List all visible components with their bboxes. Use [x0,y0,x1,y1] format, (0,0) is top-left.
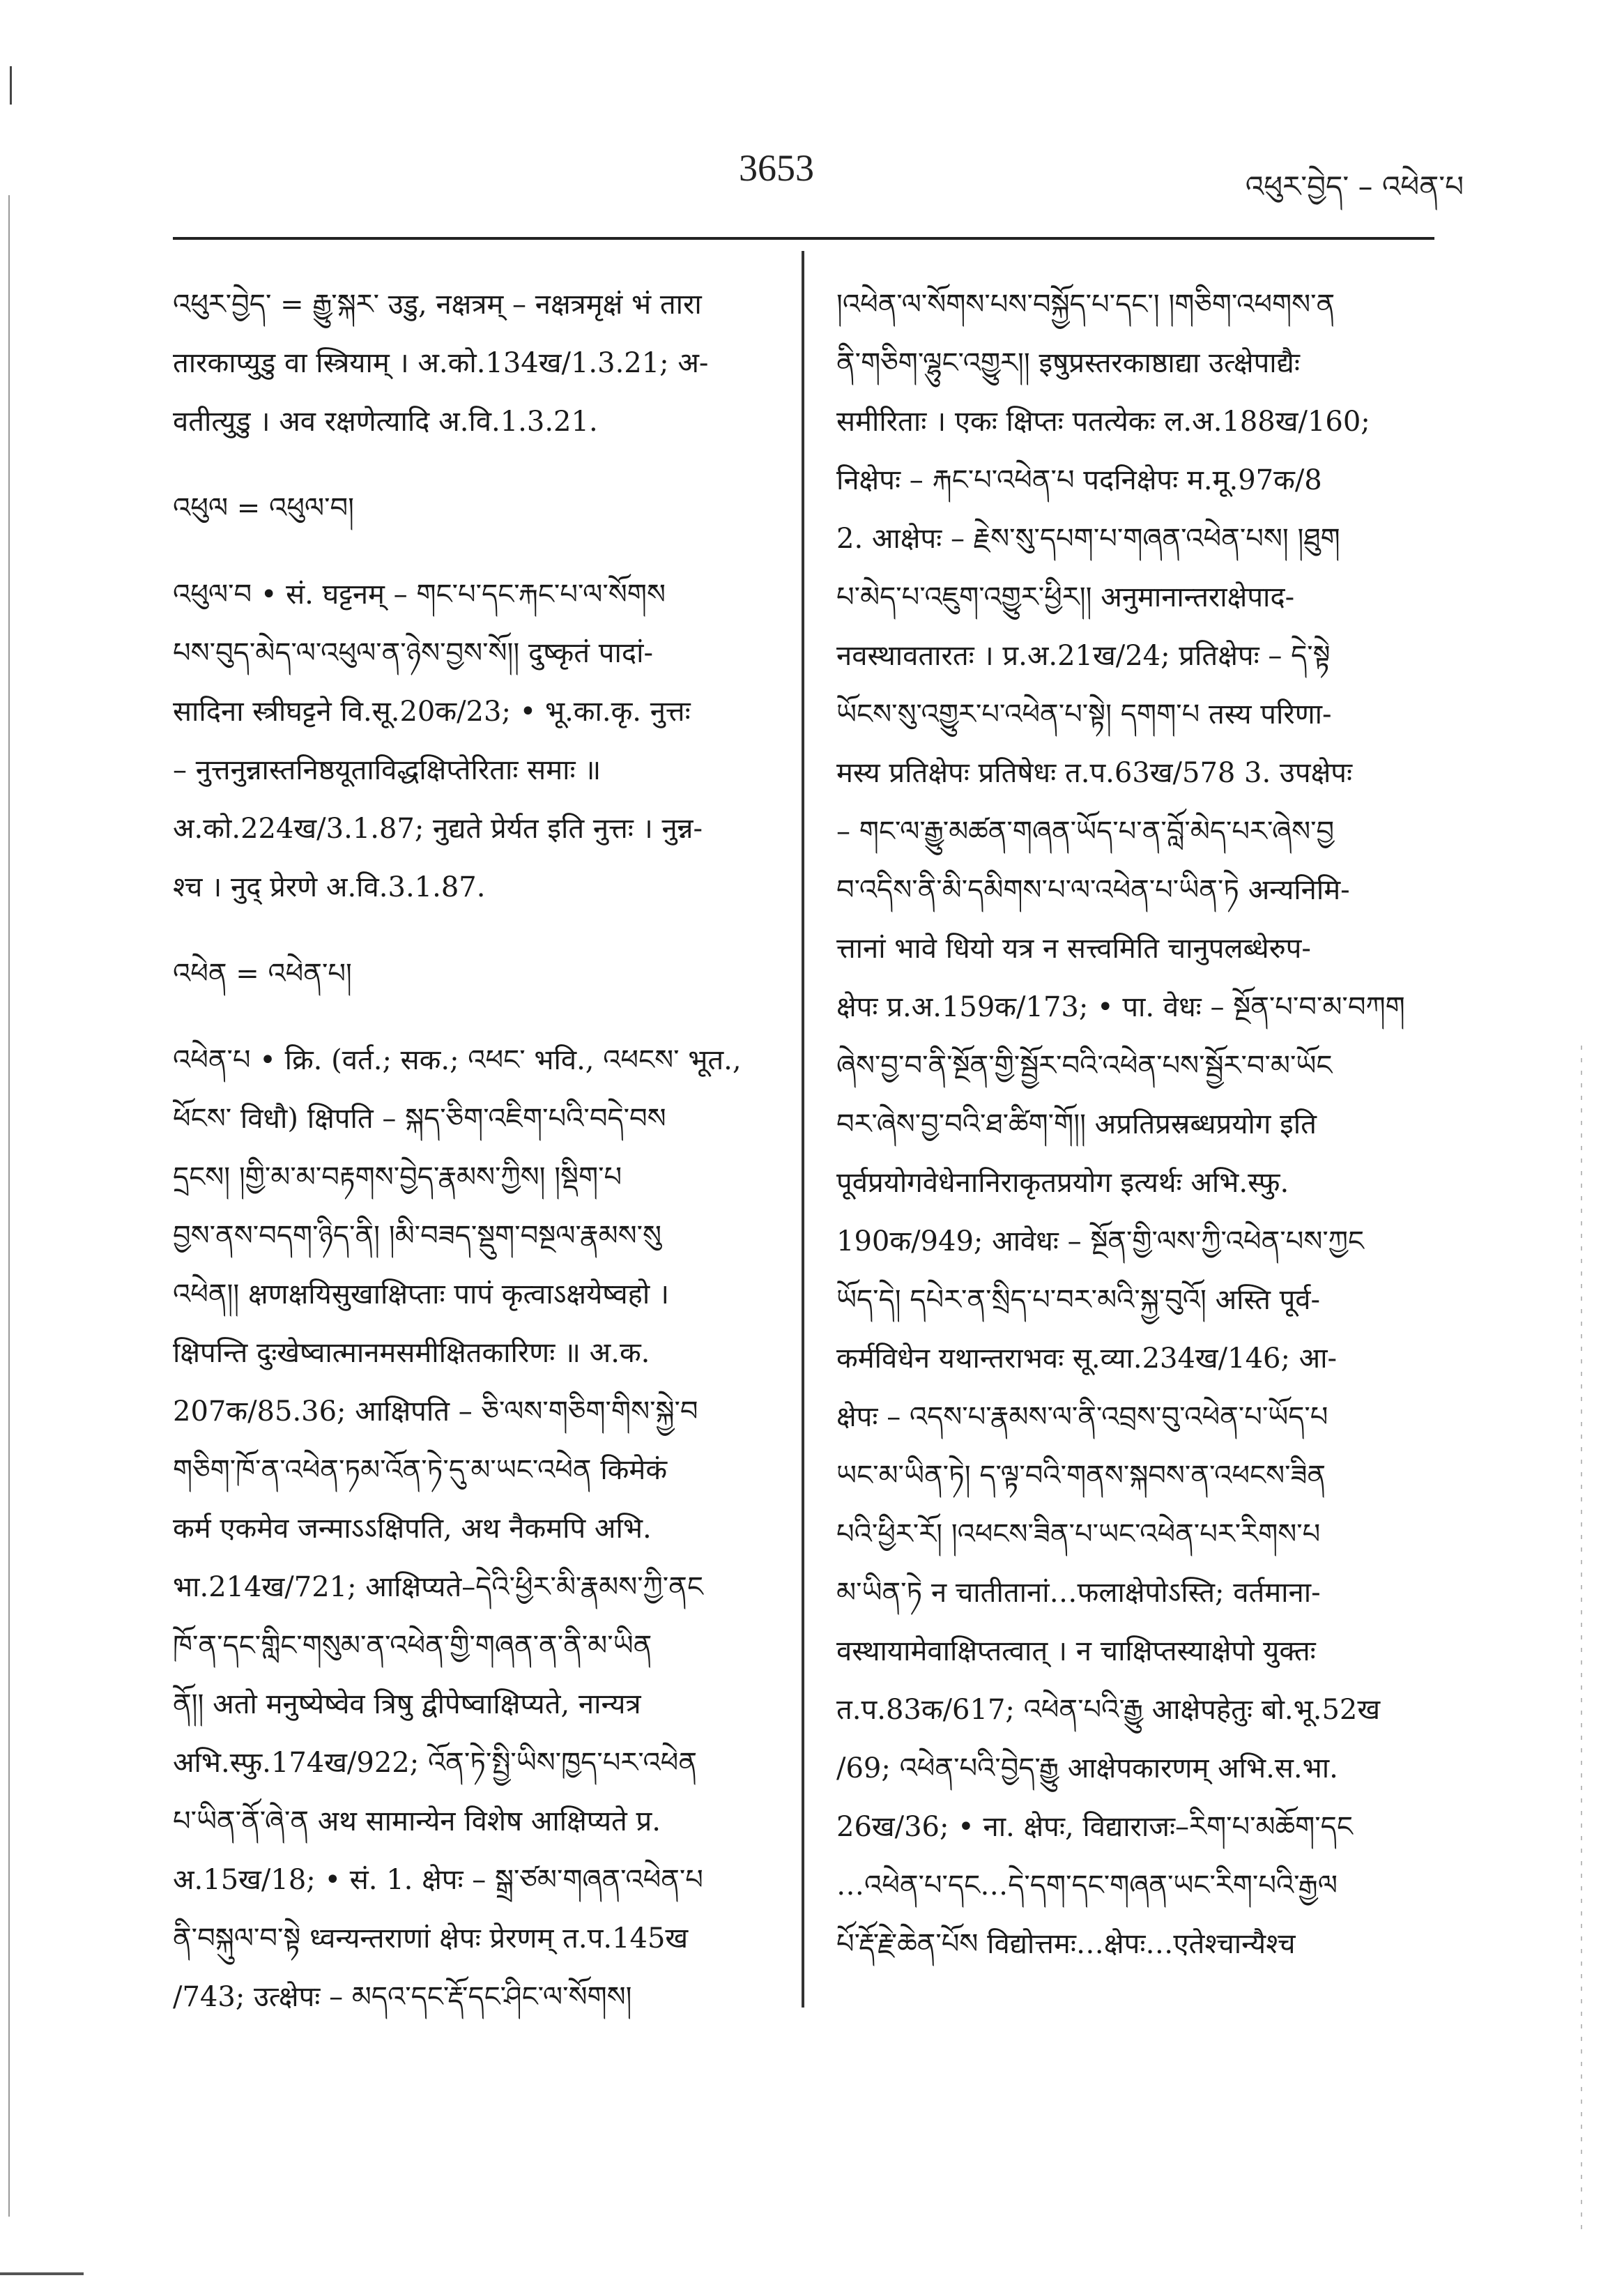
text-line: 190क/949; आवेधः – སྔོན་གྱི་ལས་ཀྱི་འཕེན་པས་ཀྱང [836,1225,1364,1257]
header-rule [173,237,1434,240]
text-line: अभि.स्फु.174ख/922; འོན་ཏེ་སྤྱི་ཡིས་ཁྱད་པར་འཕེན [173,1747,697,1779]
text-line: 2. आक्षेपः – རྗེས་སུ་དཔག་པ་གཞན་འཕེན་པས། །ཐུག [836,523,1340,555]
text-line: …འཕེན་པ་དང…དེ་དག་དང་གཞན་ཡང་རིག་པའི་རྒྱལ [836,1869,1338,1902]
binding-edge [8,195,10,2217]
text-line: क्षिपन्ति दुःखेष्वात्मानमसमीक्षितकारिणः ॥ अ.क. [173,1337,650,1369]
text-line: མ་ཡིན་ཏེ न चातीतानां…फलाक्षेपोऽस्ति; वर्तमाना- [836,1577,1321,1609]
column-divider [802,251,804,2008]
text-line: श्च । नुद् प्रेरणे अ.वि.3.1.87. [173,871,486,903]
text-line: – གང་ལ་རྒྱུ་མཚན་གཞན་ཡོད་པ་ན་བློ་མེད་པར་ཞེས་བྱ [836,816,1335,848]
scan-smudge [0,2272,84,2275]
text-line: अ.को.224ख/3.1.87; नुद्यते प्रेर्यत इति नुत्तः । नुन्न- [173,813,703,845]
text-line: ཕོངས་ विधौ) क्षिपति – སྐད་ཅིག་འཇིག་པའི་བདེ་བས [173,1103,666,1135]
text-line: བྱས་ནས་བདག་ཉིད་ནི། །མི་བཟད་སྡུག་བསྔལ་རྣམས་སུ [173,1220,662,1252]
text-line: པོ་རྡོ་རྗེ་ཆེན་པོས विद्योत्तमः…क्षेपः…एतेश्चान्यैश्च [836,1928,1296,1960]
right-column [836,275,1436,1973]
text-line: པས་བུད་མེད་ལ་འཕུལ་ན་ཉེས་བྱས་སོ།། दुष्कृतं पादां- [173,637,653,669]
text-line: 26ख/36; • ना. क्षेपः, विद्याराजः–རིག་པ་མཆོག་དང [836,1811,1353,1843]
text-line: नवस्थावतारतः । प्र.अ.21ख/24; प्रतिक्षेपः – དེ་སྟེ [836,640,1331,672]
text-line: /743; उत्क्षेपः – མདའ་དང་རྡོ་དང་ཤིང་ལ་སོགས། [173,1981,632,2013]
text-line: འཕུར་བྱེད་ = རྒྱུ་སྐར་ उडु, नक्षत्रम् – नक्षत्रमृक्षं भं तारा [173,289,702,321]
text-line: འཕེན = འཕེན་པ། [173,958,352,990]
text-line: /69; འཕེན་པའི་བྱེད་རྒྱུ आक्षेपकारणम् अभि.स.भा. [836,1752,1338,1784]
entry-gap [173,917,786,945]
text-line: 207क/85.36; आक्षिपति – ཅི་ལས་གཅིག་གིས་སྐྱེ་བ [173,1395,698,1428]
text-line: अ.15ख/18; • सं. 1. क्षेपः – སྒྲ་ཙམ་གཞན་འཕེན་པ [173,1864,703,1896]
text-line: བར་ཞེས་བྱ་བའི་ཐ་ཚིག་གོ།། अप्रतिप्रस्रब्धप्रयोग इति [836,1108,1317,1140]
text-line: ཡོད་དེ། དཔེར་ན་སྲིད་པ་བར་མའི་སྐྱ་བུའོ། अस्ति पूर्व- [836,1284,1321,1316]
text-line: པའི་ཕྱིར་རོ། །འཕངས་ཟིན་པ་ཡང་འཕེན་པར་རིགས་པ [836,1518,1321,1550]
text-line: །འཕེན་ལ་སོགས་པས་བསྐྱོད་པ་དང་། །གཅིག་འཕགས་ན [836,289,1335,321]
text-line: ནོ།། अतो मनुष्येष्वेव त्रिषु द्वीपेष्वाक्षिप्यते, नान्यत्र [173,1688,641,1720]
running-head: འཕུར་བྱེད་ – འཕེན་པ [1245,169,1464,204]
margin-mark [10,66,12,105]
text-line: क्षेपः प्र.अ.159क/173; • पा. वेधः – སྔོན་པ་བ་མ་བཀག [836,991,1405,1023]
text-line: क्षेपः – འདས་པ་རྣམས་ལ་ནི་འབྲས་བུ་འཕེན་པ་ཡོད་པ [836,1401,1328,1433]
text-line: འཕེན།། क्षणक्षयिसुखाक्षिप्ताः पापं कृत्वाऽक्षयेष्वहो । [173,1278,670,1310]
text-line: ཡང་མ་ཡིན་ཏེ། ད་ལྟ་བའི་གནས་སྐབས་ན་འཕངས་ཟིན [836,1460,1326,1492]
entry-gap [173,537,786,565]
entry-gap [173,1003,786,1031]
text-line: – नुत्तनुन्नास्तनिष्ठयूताविद्धक्षिप्तेरिताः समाः ॥ [173,754,602,786]
scan-edge-noise [1581,1046,1582,2231]
text-line: वस्थायामेवाक्षिप्तत्वात् । न चाक्षिप्तस्याक्षेपो युक्तः [836,1635,1316,1667]
text-line: ནི་བསྐུལ་བ་སྟེ ध्वन्यन्तराणां क्षेपः प्रेरणम् त.प.145ख [173,1922,689,1955]
text-line: ཞེས་བྱ་བ་ནི་སྔོན་གྱི་སྦྱོར་བའི་འཕེན་པས་སྦྱོར་བ་མ་ཡོང [836,1050,1333,1082]
text-line: कर्मविधेन यथान्तराभवः सू.व्या.234ख/146; आ- [836,1343,1338,1375]
text-line: भा.214ख/721; आक्षिप्यते–དེའི་ཕྱིར་མི་རྣམས་ཀྱི་ནང [173,1571,703,1603]
text-line: དྲངས། །གྱི་མ་མ་བརྟགས་བྱེད་རྣམས་ཀྱིས། །སྡིག་པ [173,1161,622,1193]
text-line: པ་ཡིན་ནོ་ཞེ་ན अथ सामान्येन विशेष आक्षिप्यते प्र. [173,1805,661,1837]
text-line: འཕུལ = འཕུལ་བ། [173,492,355,524]
text-line: त.प.83क/617; འཕེན་པའི་རྒྱུ आक्षेपहेतुः बो.भू.52ख [836,1694,1381,1726]
text-line: निक्षेपः – རྐང་པ་འཕེན་པ पदनिक्षेपः म.मू.97क/8 [836,464,1322,496]
text-line: त्तानां भावे धियो यत्र न सत्त्वमिति चानुपलब्धेरुप- [836,933,1311,965]
text-line: मस्य प्रतिक्षेपः प्रतिषेधः त.प.63ख/578 3. उपक्षेपः [836,757,1353,789]
text-line: वतीत्युडु । अव रक्षणेत्यादि अ.वि.1.3.21. [173,406,598,438]
text-line: ཁོ་ན་དང་གླིང་གསུམ་ན་འཕེན་གྱི་གཞན་ན་ནི་མ་ཡིན [173,1630,652,1662]
page-number: 3653 [739,147,814,189]
text-line: कर्म एकमेव जन्माऽऽक्षिपति, अथ नैकमपि अभि. [173,1513,652,1545]
entry-gap [173,451,786,479]
text-line: འཕེན་པ • क्रि. (वर्त.; सक.; འཕང་ भवि., འཕངས་ भूत., [173,1044,742,1076]
text-line: འཕུལ་བ • सं. घट्टनम् – གང་པ་དང་རྐང་པ་ལ་སོགས [173,579,666,611]
left-column [173,275,786,2026]
text-line: པ་མེད་པ་འཇུག་འགྱུར་ཕྱིར།། अनुमानान्तराक्षेपाद- [836,581,1295,613]
text-line: བ་འདིས་ནི་མི་དམིགས་པ་ལ་འཕེན་པ་ཡིན་ཏེ अन्यनिमि- [836,874,1350,906]
text-line: पूर्वप्रयोगवेधेनानिराकृतप्रयोग इत्यर्थः अभि.स्फु. [836,1167,1289,1199]
text-line: ནི་གཅིག་ལྷུང་འགྱུར།། इषुप्रस्तरकाष्ठाद्या उत्क्षेपाद्यैः [836,347,1300,379]
text-line: तारकाप्युडु वा स्त्रियाम् । अ.को.134ख/1.3.21; अ- [173,347,709,379]
text-line: समीरिताः । एकः क्षिप्तः पतत्येकः ल.अ.188ख/160; [836,406,1370,438]
text-line: གཅིག་ཁོ་ན་འཕེན་ཏམ་འོན་ཏེ་དུ་མ་ཡང་འཕེན किमेकं [173,1454,668,1486]
text-line: सादिना स्त्रीघट्टने वि.सू.20क/23; • भू.का.कृ. नुत्तः [173,696,691,728]
text-line: ཡོངས་སུ་འགྱུར་པ་འཕེན་པ་སྟེ། དགག་པ तस्य परिणा- [836,698,1332,731]
